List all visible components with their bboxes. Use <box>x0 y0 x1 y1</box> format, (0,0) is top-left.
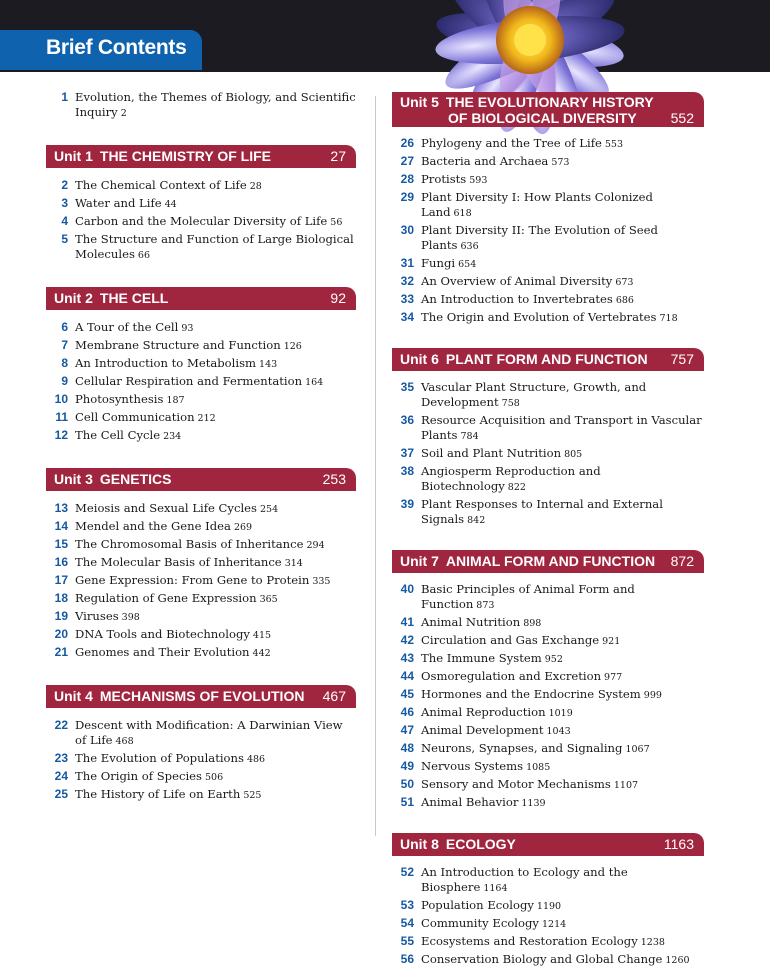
chapter-entry <box>392 898 704 914</box>
unit-page: 253 <box>322 471 346 487</box>
chapter-page: 93 <box>181 323 194 334</box>
chapter-number: 38 <box>400 464 414 478</box>
chapter-number: 28 <box>400 172 414 186</box>
chapter-number: 37 <box>400 446 414 460</box>
chapter-page: 618 <box>453 208 472 219</box>
chapter-number: 56 <box>400 952 414 966</box>
chapter-entry <box>392 615 704 631</box>
unit-number: Unit 6 <box>400 351 439 367</box>
chapter-number: 32 <box>400 274 414 288</box>
chapter-entry <box>392 723 704 739</box>
chapter-page: 553 <box>604 139 623 150</box>
unit-name: THE EVOLUTIONARY HISTORY <box>445 94 654 110</box>
chapter-page: 805 <box>564 449 583 460</box>
chapter-number: 11 <box>55 410 68 424</box>
chapter-number: 10 <box>54 392 68 406</box>
chapter-title: Soil and Plant Nutrition <box>421 446 562 460</box>
left-column <box>46 90 356 805</box>
chapter-page: 365 <box>259 594 278 605</box>
chapter-page: 442 <box>252 648 271 659</box>
chapter-number: 41 <box>400 615 414 629</box>
chapter-page: 1190 <box>536 901 562 912</box>
chapter-entry <box>392 777 704 793</box>
chapter-page: 718 <box>659 313 678 324</box>
chapter-entry <box>46 645 356 661</box>
chapter-title: The Cell Cycle <box>75 428 161 442</box>
chapter-entry <box>392 310 704 326</box>
chapter-page: 2 <box>120 108 127 119</box>
chapter-number: 40 <box>400 582 414 596</box>
chapter-title: Plant Diversity II: The Evolution of Seed Plants <box>421 223 658 252</box>
chapter-page: 842 <box>467 515 486 526</box>
unit-name: GENETICS <box>99 471 172 487</box>
unit-header-bar <box>46 145 356 168</box>
chapter-page: 415 <box>252 630 272 641</box>
chapter-page: 335 <box>312 576 331 587</box>
chapter-title: Gene Expression: From Gene to Protein <box>75 573 310 587</box>
chapter-page: 1164 <box>483 883 508 894</box>
chapter-title: Descent with Modification: A Darwinian View of Life <box>75 718 343 747</box>
chapter-page: 506 <box>204 772 224 783</box>
chapter-number: 15 <box>54 537 68 551</box>
chapter-title: The Chromosomal Basis of Inheritance <box>75 537 304 551</box>
chapter-number: 39 <box>400 497 414 511</box>
chapter-title: Osmoregulation and Excretion <box>421 669 602 683</box>
chapter-number: 17 <box>54 573 68 587</box>
chapter-entry <box>392 497 704 528</box>
chapter-number: 14 <box>54 519 68 533</box>
chapter-number: 48 <box>400 741 414 755</box>
chapter-entry <box>392 687 704 703</box>
unit-title <box>54 468 171 491</box>
chapter-entry <box>46 410 356 426</box>
unit-number: Unit 2 <box>54 290 93 306</box>
unit-section <box>46 90 356 121</box>
water-lily-image <box>330 0 770 80</box>
chapter-title: Animal Reproduction <box>421 705 546 719</box>
chapter-entry <box>46 573 356 589</box>
chapter-entry <box>392 669 704 685</box>
chapter-list <box>46 501 356 661</box>
chapter-list <box>46 718 356 803</box>
chapter-entry <box>392 582 704 613</box>
chapter-page: 1043 <box>546 726 571 737</box>
chapter-number: 9 <box>61 374 68 388</box>
chapter-number: 36 <box>400 413 414 427</box>
chapter-page: 269 <box>233 522 253 533</box>
unit-number: Unit 1 <box>54 148 93 164</box>
chapter-title: An Introduction to Invertebrates <box>421 292 613 306</box>
unit-page: 467 <box>322 688 346 704</box>
chapter-number: 8 <box>61 356 68 370</box>
chapter-number: 12 <box>54 428 68 442</box>
unit-title <box>54 287 168 310</box>
chapter-entry <box>392 651 704 667</box>
chapter-number: 29 <box>400 190 414 204</box>
chapter-page: 294 <box>306 540 325 551</box>
unit-title <box>400 550 655 573</box>
chapter-number: 27 <box>400 154 414 168</box>
unit-header-bar <box>392 92 704 127</box>
chapter-title: The Origin of Species <box>75 769 202 783</box>
chapter-page: 126 <box>283 341 302 352</box>
unit-title <box>54 685 304 708</box>
chapter-number: 23 <box>54 751 68 765</box>
chapter-number: 44 <box>400 669 414 683</box>
chapter-entry <box>392 759 704 775</box>
unit-number: Unit 5 <box>400 94 439 110</box>
chapter-number: 49 <box>400 759 414 773</box>
chapter-page: 784 <box>460 431 479 442</box>
chapter-number: 13 <box>54 501 68 515</box>
chapter-page: 636 <box>460 241 479 252</box>
chapter-title: Animal Development <box>421 723 544 737</box>
chapter-page: 873 <box>476 600 495 611</box>
unit-number: Unit 3 <box>54 471 93 487</box>
chapter-page: 1238 <box>640 937 665 948</box>
unit-name: ECOLOGY <box>445 836 516 852</box>
chapter-number: 52 <box>400 865 414 879</box>
chapter-list <box>392 136 704 326</box>
chapter-title: Phylogeny and the Tree of Life <box>421 136 602 150</box>
unit-section <box>46 287 356 444</box>
chapter-number: 54 <box>400 916 414 930</box>
chapter-entry <box>46 196 356 212</box>
unit-section <box>46 685 356 803</box>
chapter-title: DNA Tools and Biotechnology <box>75 627 250 641</box>
chapter-page: 66 <box>137 250 150 261</box>
unit-section <box>392 348 704 528</box>
chapter-page: 398 <box>121 612 140 623</box>
chapter-entry <box>46 769 356 785</box>
chapter-title: Fungi <box>421 256 456 270</box>
chapter-list <box>46 320 356 444</box>
chapter-page: 234 <box>163 431 182 442</box>
chapter-title: Neurons, Synapses, and Signaling <box>421 741 623 755</box>
chapter-page: 1085 <box>526 762 551 773</box>
chapter-entry <box>46 537 356 553</box>
chapter-page: 1139 <box>521 798 546 809</box>
chapter-number: 20 <box>54 627 68 641</box>
chapter-entry <box>46 555 356 571</box>
chapter-title: Community Ecology <box>421 916 539 930</box>
unit-section <box>392 833 704 968</box>
chapter-entry <box>46 90 356 121</box>
unit-name: THE CELL <box>99 290 169 306</box>
chapter-title: Protists <box>421 172 467 186</box>
chapter-list <box>392 380 704 528</box>
chapter-title: Photosynthesis <box>75 392 164 406</box>
chapter-title: Vascular Plant Structure, Growth, and Development <box>421 380 647 409</box>
chapter-number: 3 <box>61 196 68 210</box>
chapter-title: Basic Principles of Animal Form and Function <box>421 582 635 611</box>
chapter-entry <box>46 751 356 767</box>
chapter-title: The Molecular Basis of Inheritance <box>75 555 282 569</box>
chapter-entry <box>46 232 356 263</box>
chapter-title: Animal Nutrition <box>421 615 521 629</box>
chapter-entry <box>46 627 356 643</box>
chapter-page: 1019 <box>548 708 573 719</box>
chapter-entry <box>392 952 704 968</box>
chapter-title: The History of Life on Earth <box>75 787 241 801</box>
unit-name: PLANT FORM AND FUNCTION <box>445 351 648 367</box>
chapter-page: 44 <box>164 199 177 210</box>
chapter-title: Bacteria and Archaea <box>421 154 549 168</box>
chapter-number: 35 <box>400 380 414 394</box>
chapter-number: 53 <box>400 898 414 912</box>
chapter-entry <box>46 519 356 535</box>
chapter-title: Carbon and the Molecular Diversity of Life <box>75 214 328 228</box>
chapter-title: An Overview of Animal Diversity <box>421 274 613 288</box>
chapter-entry <box>46 787 356 803</box>
chapter-page: 1067 <box>625 744 650 755</box>
chapter-entry <box>46 356 356 372</box>
chapter-title: An Introduction to Metabolism <box>75 356 257 370</box>
chapter-entry <box>46 392 356 408</box>
chapter-number: 4 <box>61 214 68 228</box>
chapter-entry <box>46 718 356 749</box>
chapter-entry <box>392 223 704 254</box>
chapter-entry <box>46 591 356 607</box>
chapter-entry <box>392 464 704 495</box>
chapter-title: Nervous Systems <box>421 759 524 773</box>
chapter-number: 47 <box>400 723 414 737</box>
chapter-number: 5 <box>61 232 68 246</box>
chapter-page: 654 <box>458 259 477 270</box>
chapter-page: 822 <box>507 482 526 493</box>
chapter-title: Circulation and Gas Exchange <box>421 633 600 647</box>
unit-title <box>54 145 271 168</box>
chapter-entry <box>392 172 704 188</box>
chapter-entry <box>46 320 356 336</box>
chapter-page: 898 <box>523 618 542 629</box>
unit-title <box>400 833 516 856</box>
unit-header-line <box>400 94 694 110</box>
chapter-page: 143 <box>259 359 278 370</box>
chapter-number: 19 <box>54 609 68 623</box>
chapter-title: Hormones and the Endocrine System <box>421 687 641 701</box>
chapter-entry <box>392 292 704 308</box>
chapter-page: 686 <box>615 295 634 306</box>
chapter-number: 22 <box>54 718 68 732</box>
chapter-page: 56 <box>330 217 343 228</box>
chapter-title: Evolution, the Themes of Biology, and Scientific Inquiry <box>75 90 356 119</box>
chapter-title: The Origin and Evolution of Vertebrates <box>421 310 657 324</box>
chapter-number: 1 <box>61 90 68 104</box>
chapter-entry <box>392 413 704 444</box>
page-title: Brief Contents <box>46 36 187 59</box>
column-divider <box>375 96 376 836</box>
unit-section <box>392 550 704 811</box>
unit-header-bar <box>392 550 704 573</box>
chapter-title: Cellular Respiration and Fermentation <box>75 374 303 388</box>
chapter-list <box>46 90 356 121</box>
chapter-number: 42 <box>400 633 414 647</box>
chapter-page: 573 <box>551 157 570 168</box>
unit-name: OF BIOLOGICAL DIVERSITY <box>448 110 637 126</box>
chapter-page: 254 <box>260 504 279 515</box>
chapter-title: Animal Behavior <box>421 795 519 809</box>
unit-section <box>46 145 356 263</box>
unit-number: Unit 4 <box>54 688 93 704</box>
chapter-number: 16 <box>54 555 68 569</box>
chapter-title: An Introduction to Ecology and the Biosphere <box>421 865 628 894</box>
chapter-title: Membrane Structure and Function <box>75 338 281 352</box>
chapter-entry <box>392 741 704 757</box>
chapter-page: 1107 <box>613 780 639 791</box>
chapter-page: 673 <box>615 277 634 288</box>
chapter-title: Plant Diversity I: How Plants Colonized Land <box>421 190 653 219</box>
chapter-number: 55 <box>400 934 414 948</box>
chapter-entry <box>392 274 704 290</box>
chapter-entry <box>46 178 356 194</box>
chapter-number: 34 <box>400 310 414 324</box>
unit-title <box>400 348 648 371</box>
chapter-page: 999 <box>643 690 662 701</box>
chapter-title: Meiosis and Sexual Life Cycles <box>75 501 257 515</box>
chapter-page: 187 <box>166 395 185 406</box>
chapter-entry <box>46 501 356 517</box>
chapter-title: Ecosystems and Restoration Ecology <box>421 934 638 948</box>
chapter-entry <box>392 633 704 649</box>
unit-section <box>46 468 356 661</box>
chapter-page: 314 <box>284 558 303 569</box>
unit-section <box>392 92 704 326</box>
chapter-number: 21 <box>54 645 68 659</box>
chapter-list <box>392 582 704 811</box>
chapter-number: 45 <box>400 687 414 701</box>
page-header <box>0 0 770 72</box>
chapter-entry <box>392 446 704 462</box>
chapter-page: 212 <box>197 413 216 424</box>
unit-header-bar <box>46 468 356 491</box>
chapter-number: 25 <box>54 787 68 801</box>
chapter-page: 525 <box>243 790 262 801</box>
chapter-number: 46 <box>400 705 414 719</box>
chapter-title: Conservation Biology and Global Change <box>421 952 663 966</box>
chapter-number: 50 <box>400 777 414 791</box>
chapter-page: 593 <box>469 175 488 186</box>
chapter-number: 6 <box>61 320 68 334</box>
right-column <box>392 92 704 970</box>
chapter-title: Cell Communication <box>75 410 195 424</box>
chapter-title: The Evolution of Populations <box>75 751 244 765</box>
unit-header-bar <box>46 685 356 708</box>
chapter-page: 977 <box>604 672 623 683</box>
chapter-page: 164 <box>305 377 324 388</box>
chapter-entry <box>392 705 704 721</box>
chapter-number: 43 <box>400 651 414 665</box>
chapter-page: 1214 <box>541 919 567 930</box>
chapter-title: Viruses <box>75 609 119 623</box>
chapter-number: 51 <box>400 795 414 809</box>
chapter-page: 758 <box>501 398 520 409</box>
chapter-entry <box>46 214 356 230</box>
chapter-entry <box>392 380 704 411</box>
chapter-title: Angiosperm Reproduction and Biotechnology <box>421 464 601 493</box>
unit-name: MECHANISMS OF EVOLUTION <box>99 688 305 704</box>
chapter-entry <box>392 916 704 932</box>
chapter-entry <box>392 136 704 152</box>
chapter-title: Plant Responses to Internal and External Signals <box>421 497 663 526</box>
unit-name: THE CHEMISTRY OF LIFE <box>99 148 272 164</box>
unit-page: 757 <box>670 351 694 367</box>
chapter-title: Water and Life <box>75 196 162 210</box>
unit-page: 552 <box>670 110 694 126</box>
chapter-title: The Structure and Function of Large Biological Molecules <box>75 232 354 261</box>
title-tab <box>0 30 202 70</box>
unit-page: 27 <box>330 148 346 164</box>
unit-header-bar <box>392 833 704 856</box>
chapter-title: Genomes and Their Evolution <box>75 645 250 659</box>
unit-title <box>400 94 654 110</box>
chapter-number: 2 <box>61 178 68 192</box>
chapter-number: 33 <box>400 292 414 306</box>
chapter-entry <box>46 609 356 625</box>
chapter-page: 486 <box>246 754 266 765</box>
chapter-entry <box>392 256 704 272</box>
unit-page: 872 <box>670 553 694 569</box>
unit-number: Unit 8 <box>400 836 439 852</box>
chapter-title: The Immune System <box>421 651 542 665</box>
chapter-title: Sensory and Motor Mechanisms <box>421 777 611 791</box>
chapter-list <box>46 178 356 263</box>
chapter-page: 921 <box>602 636 621 647</box>
chapter-entry <box>392 865 704 896</box>
unit-page: 92 <box>330 290 346 306</box>
chapter-page: 468 <box>115 736 134 747</box>
chapter-entry <box>46 428 356 444</box>
chapter-number: 18 <box>54 591 68 605</box>
chapter-title: The Chemical Context of Life <box>75 178 247 192</box>
chapter-number: 24 <box>54 769 68 783</box>
chapter-title: Mendel and the Gene Idea <box>75 519 231 533</box>
chapter-page: 952 <box>544 654 563 665</box>
chapter-page: 1260 <box>665 955 690 966</box>
chapter-entry <box>46 338 356 354</box>
chapter-number: 7 <box>61 338 68 352</box>
unit-header-bar <box>392 348 704 371</box>
chapter-entry <box>392 934 704 950</box>
unit-number: Unit 7 <box>400 553 439 569</box>
chapter-entry <box>392 190 704 221</box>
chapter-title: A Tour of the Cell <box>75 320 179 334</box>
unit-name: ANIMAL FORM AND FUNCTION <box>445 553 656 569</box>
chapter-title: Regulation of Gene Expression <box>75 591 257 605</box>
chapter-title: Population Ecology <box>421 898 534 912</box>
chapter-entry <box>392 154 704 170</box>
chapter-page: 28 <box>249 181 262 192</box>
unit-header-line <box>400 110 694 126</box>
chapter-title: Resource Acquisition and Transport in Vascular Plants <box>421 413 702 442</box>
unit-header-bar <box>46 287 356 310</box>
chapter-list <box>392 865 704 968</box>
chapter-number: 31 <box>400 256 414 270</box>
chapter-number: 26 <box>400 136 414 150</box>
chapter-number: 30 <box>400 223 414 237</box>
unit-page: 1163 <box>663 836 694 852</box>
chapter-entry <box>392 795 704 811</box>
chapter-entry <box>46 374 356 390</box>
